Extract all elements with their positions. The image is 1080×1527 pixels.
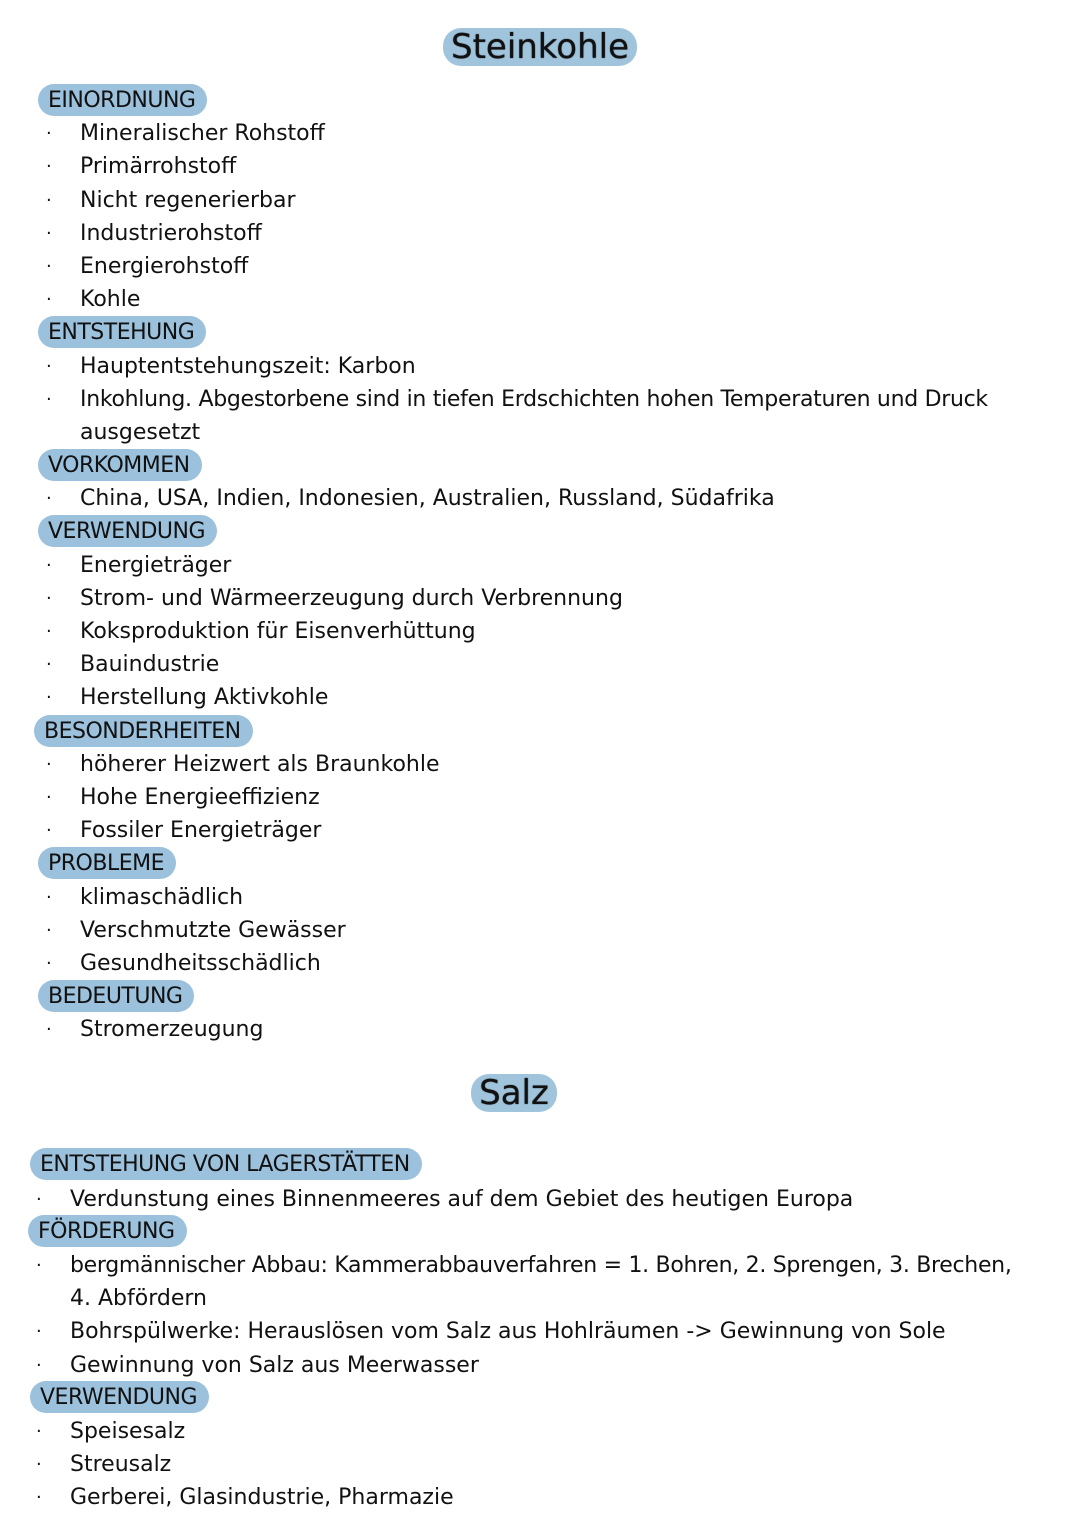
title-steinkohle: Steinkohle [0, 28, 1080, 66]
heading-verwendung: VERWENDUNG [38, 515, 217, 547]
heading-vorkommen: VORKOMMEN [38, 449, 202, 481]
heading-einordnung: EINORDNUNG [38, 84, 207, 116]
list-item-continuation: ausgesetzt [80, 420, 201, 445]
heading-bedeutung: BEDEUTUNG [38, 980, 194, 1012]
heading-verwendung-salz: VERWENDUNG [30, 1381, 209, 1413]
heading-entstehung: ENTSTEHUNG [38, 316, 206, 348]
title-salz: Salz [0, 1074, 1054, 1112]
heading-besonderheiten: BESONDERHEITEN [34, 715, 253, 747]
heading-probleme: PROBLEME [38, 847, 176, 879]
heading-entstehung-von-lagerstaetten: ENTSTEHUNG VON LAGERSTÄTTEN [30, 1148, 422, 1180]
list-item-continuation: 4. Abfördern [70, 1286, 207, 1311]
heading-foerderung: FÖRDERUNG [28, 1215, 187, 1247]
